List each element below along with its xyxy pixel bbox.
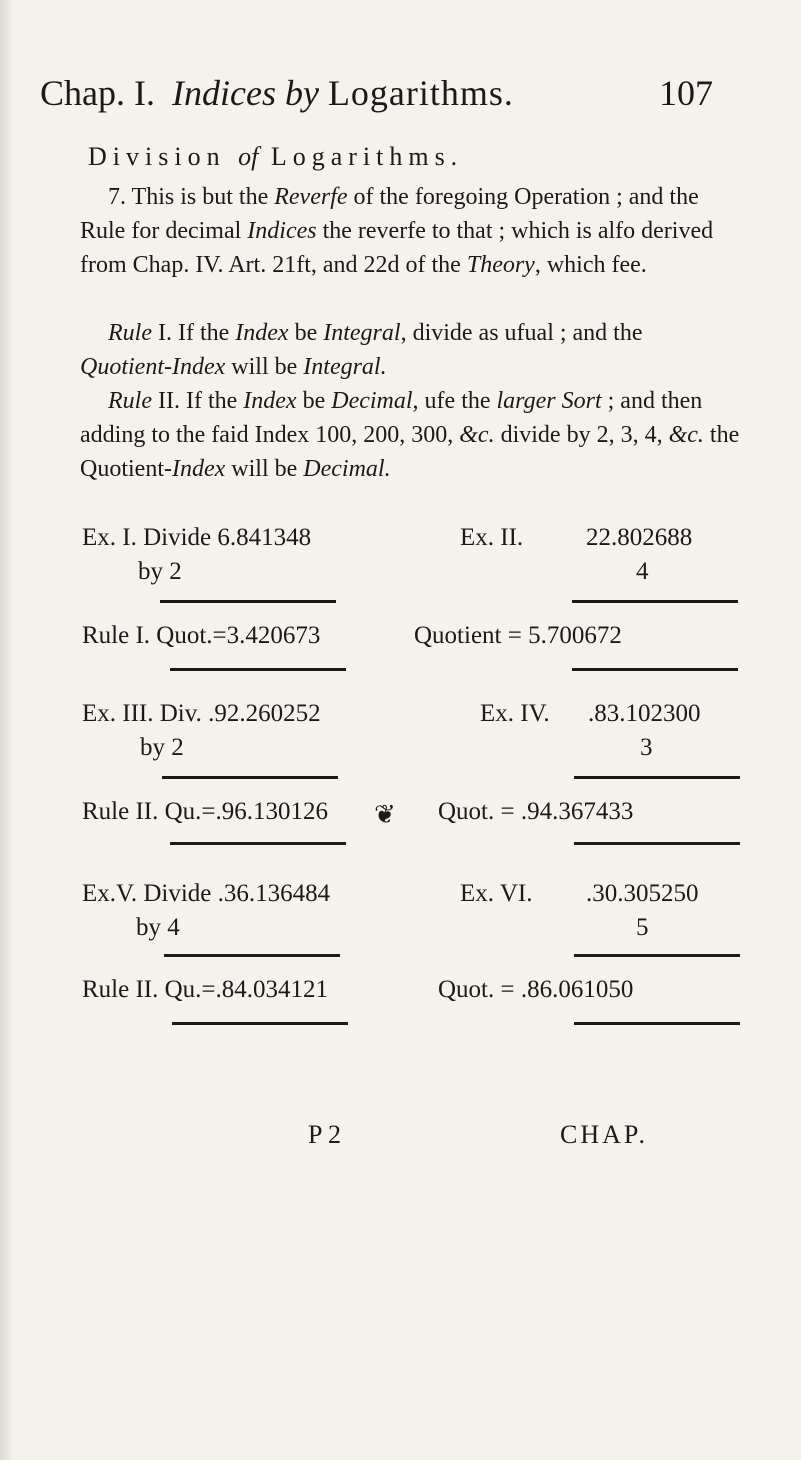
rule-1-text: Rule I. If the Index be Integral, divide as ufual ; and the Quotient-Index will be Integral. (80, 320, 643, 380)
example-4-dividend: .83.102300 (588, 700, 701, 727)
example-6-divisor: 5 (636, 914, 649, 941)
example-4-result: Quot. = .94.367433 (438, 798, 634, 825)
rule-line (164, 954, 340, 957)
example-2-divisor: 4 (636, 558, 649, 585)
rule-line (574, 776, 740, 779)
example-3-label: Ex. III. Div. .92.260252 (82, 700, 321, 727)
example-3-result: Rule II. Qu.=.96.130126 (82, 798, 329, 825)
section-title-of: of (238, 142, 259, 171)
header-chapter: Chap. I. (40, 73, 155, 113)
rule-line (170, 842, 346, 845)
rule-2-text: Rule II. If the Index be Decimal, ufe the larger Sort ; and then adding to the faid Index 100, 200, 300, &c. divide by 2, 3, 4, &c. the Quotient-Index will be Decimal. (80, 388, 740, 482)
paragraph-7: 7. This is but the Reverfe of the foregoing Operation ; and the Rule for decimal Indices the reverfe to that ; which is alfo derived from Chap. IV. Art. 21ft, and 22d of the Theory, which fee. (80, 184, 714, 278)
rule-line (574, 842, 740, 845)
example-6-label: Ex. VI. (460, 880, 533, 907)
example-6-result: Quot. = .86.061050 (438, 976, 634, 1003)
section-title-word: Division (88, 142, 226, 171)
example-1-divisor: by 2 (138, 558, 182, 585)
example-5-divisor: by 4 (136, 914, 180, 941)
section-title-word: Logarithms. (270, 142, 464, 171)
fleuron-icon: ❦ (374, 800, 396, 829)
example-5-result: Rule II. Qu.=.84.034121 (82, 976, 329, 1003)
rule-line (162, 776, 338, 779)
example-1-label: Ex. I. Divide 6.841348 (82, 524, 312, 551)
rule-line (172, 1022, 348, 1025)
header-title (172, 72, 514, 114)
section-title (88, 142, 463, 172)
example-2-dividend: 22.802688 (586, 524, 693, 551)
header-title-caps: Logarithms. (327, 73, 514, 113)
example-3-divisor: by 2 (140, 734, 184, 761)
rule-line (572, 668, 738, 671)
catchword: CHAP. (560, 1120, 648, 1149)
example-4-label: Ex. IV. (480, 700, 550, 727)
header-title-italic: Indices by (172, 73, 319, 113)
example-2-label: Ex. II. (460, 524, 524, 551)
rule-line (160, 600, 336, 603)
example-1-result: Rule I. Quot.=3.420673 (82, 622, 321, 649)
page-number: 107 (659, 73, 713, 113)
example-4-divisor: 3 (640, 734, 653, 761)
example-2-result: Quotient = 5.700672 (414, 622, 622, 649)
example-6-dividend: .30.305250 (586, 880, 699, 907)
rule-line (170, 668, 346, 671)
rule-line (574, 1022, 740, 1025)
binding-edge (0, 0, 14, 1460)
running-header (40, 72, 761, 122)
signature-mark: P 2 (308, 1120, 341, 1149)
example-5-label: Ex.V. Divide .36.136484 (82, 880, 331, 907)
rule-line (574, 954, 740, 957)
rule-line (572, 600, 738, 603)
